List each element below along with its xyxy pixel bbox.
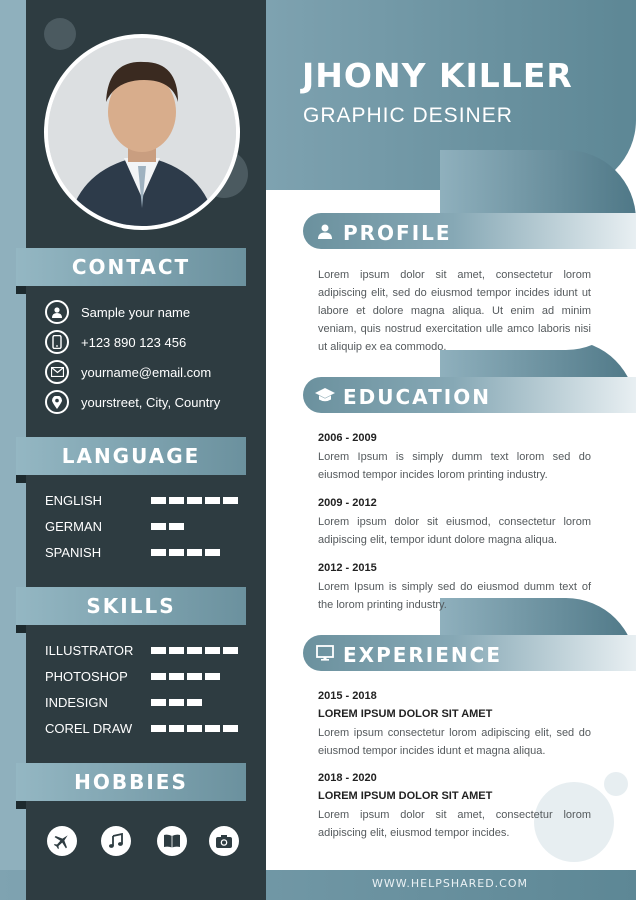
- skill-level-bars: [151, 725, 238, 732]
- skill-level-segment: [169, 673, 184, 680]
- language-name: SPANISH: [45, 545, 102, 560]
- language-level-bars: [151, 549, 220, 556]
- experience-role: LOREM IPSUM DOLOR SIT AMET: [318, 708, 493, 720]
- graduation-cap-icon: [313, 377, 337, 413]
- profile-photo: [48, 38, 236, 226]
- skill-name: ILLUSTRATOR: [45, 643, 134, 658]
- job-title: GRAPHIC DESINER: [303, 104, 513, 127]
- skill-name: COREL DRAW: [45, 721, 133, 736]
- skill-level-segment: [169, 699, 184, 706]
- experience-text: Lorem ipsum dolor sit amet, consectetur lorom adipiscing elit, eiusmod tempor incides.: [318, 809, 591, 839]
- skill-row: [45, 642, 245, 660]
- language-row: [45, 544, 245, 562]
- skill-level-segment: [169, 725, 184, 732]
- hobbies-header: HOBBIES: [16, 763, 246, 801]
- education-years: 2009 - 2012: [318, 497, 377, 509]
- skill-level-segment: [151, 725, 166, 732]
- language-name: GERMAN: [45, 519, 103, 534]
- experience-years: 2015 - 2018: [318, 690, 377, 702]
- skill-level-segment: [223, 725, 238, 732]
- language-header-fold: [16, 475, 26, 483]
- contact-email-row: [45, 359, 211, 385]
- hobbies-header-fold: [16, 801, 26, 809]
- experience-header: EXPERIENCE: [343, 643, 502, 667]
- education-curve-mask: [440, 410, 636, 598]
- contact-header-fold: [16, 286, 26, 294]
- skill-level-segment: [205, 647, 220, 654]
- footer-website[interactable]: WWW.HELPSHARED.COM: [371, 877, 528, 890]
- skill-name: INDESIGN: [45, 695, 108, 710]
- language-level-segment: [223, 497, 238, 504]
- skill-level-segment: [151, 673, 166, 680]
- language-level-segment: [205, 497, 220, 504]
- language-level-segment: [151, 523, 166, 530]
- language-level-segment: [151, 497, 166, 504]
- skill-level-bars: [151, 673, 220, 680]
- language-header: LANGUAGE: [16, 437, 246, 475]
- skills-header: SKILLS: [16, 587, 246, 625]
- contact-name: Sample your name: [81, 304, 191, 320]
- skill-level-bars: [151, 647, 238, 654]
- skill-row: [45, 720, 245, 738]
- phone-icon: [45, 330, 69, 354]
- language-level-segment: [187, 549, 202, 556]
- person-name: JHONY KILLER: [302, 56, 573, 95]
- skill-level-segment: [187, 647, 202, 654]
- skill-level-segment: [187, 699, 202, 706]
- contact-phone[interactable]: +123 890 123 456: [81, 334, 187, 350]
- language-name: ENGLISH: [45, 493, 103, 508]
- skill-level-segment: [151, 699, 166, 706]
- contact-address-row: [45, 389, 220, 415]
- skill-row: [45, 694, 245, 712]
- contact-header: CONTACT: [16, 248, 246, 286]
- contact-phone-row: [45, 329, 186, 355]
- education-text: Lorem Ipsum is simply dumm text lorom sed do eiusmod tempor incides lorom printing industry.: [318, 451, 591, 481]
- skill-row: [45, 668, 245, 686]
- language-level-segment: [151, 549, 166, 556]
- airplane-icon: [47, 826, 77, 856]
- profile-text: Lorem ipsum dolor sit amet, consectetur lorom adipiscing elit, sed do eiusmod tempor incides idunt ut labore et dolore magna aliqua. Ut enim ad minim veniam, quis nostrud exercitation ulle amco laboris nisi ut aliquip ex ea commodo.: [318, 269, 591, 353]
- language-level-segment: [169, 523, 184, 530]
- education-text: Lorem ipsum dolor sit eiusmod, consectetur lorom adipiscing elit, tempor idunt dolore magna aliqua.: [318, 516, 591, 546]
- location-icon: [45, 390, 69, 414]
- skill-level-segment: [169, 647, 184, 654]
- decorative-circle-top: [44, 18, 76, 50]
- skill-name: PHOTOSHOP: [45, 669, 128, 684]
- camera-icon: [209, 826, 239, 856]
- experience-years: 2018 - 2020: [318, 772, 377, 784]
- education-header: EDUCATION: [343, 385, 491, 409]
- language-level-segment: [205, 549, 220, 556]
- skill-level-segment: [205, 725, 220, 732]
- language-level-bars: [151, 497, 238, 504]
- education-text: Lorem Ipsum is simply sed do eiusmod dumm text of the lorom printing industry.: [318, 581, 591, 611]
- experience-role: LOREM IPSUM DOLOR SIT AMET: [318, 790, 493, 802]
- mail-icon: [45, 360, 69, 384]
- contact-email[interactable]: yourname@email.com: [81, 364, 212, 380]
- skill-level-segment: [205, 673, 220, 680]
- contact-address: yourstreet, City, Country: [81, 394, 221, 410]
- contact-name-row: [45, 299, 190, 325]
- monitor-icon: [313, 635, 337, 671]
- skill-level-segment: [223, 647, 238, 654]
- skill-level-segment: [187, 673, 202, 680]
- language-level-bars: [151, 523, 184, 530]
- language-level-segment: [169, 549, 184, 556]
- skills-header-fold: [16, 625, 26, 633]
- language-level-segment: [169, 497, 184, 504]
- user-icon: [313, 213, 337, 249]
- language-row: [45, 518, 245, 536]
- language-row: [45, 492, 245, 510]
- music-note-icon: [101, 826, 131, 856]
- profile-header: PROFILE: [343, 221, 452, 245]
- experience-text: Lorem ipsum consectetur lorom adipiscing elit, sed do eiusmod tempor incides idunt et magna aliqua.: [318, 727, 591, 757]
- skill-level-bars: [151, 699, 202, 706]
- book-icon: [157, 826, 187, 856]
- decorative-circle-small: [604, 772, 628, 796]
- user-icon: [45, 300, 69, 324]
- education-years: 2006 - 2009: [318, 432, 377, 444]
- skill-level-segment: [187, 725, 202, 732]
- skill-level-segment: [151, 647, 166, 654]
- language-level-segment: [187, 497, 202, 504]
- education-years: 2012 - 2015: [318, 562, 377, 574]
